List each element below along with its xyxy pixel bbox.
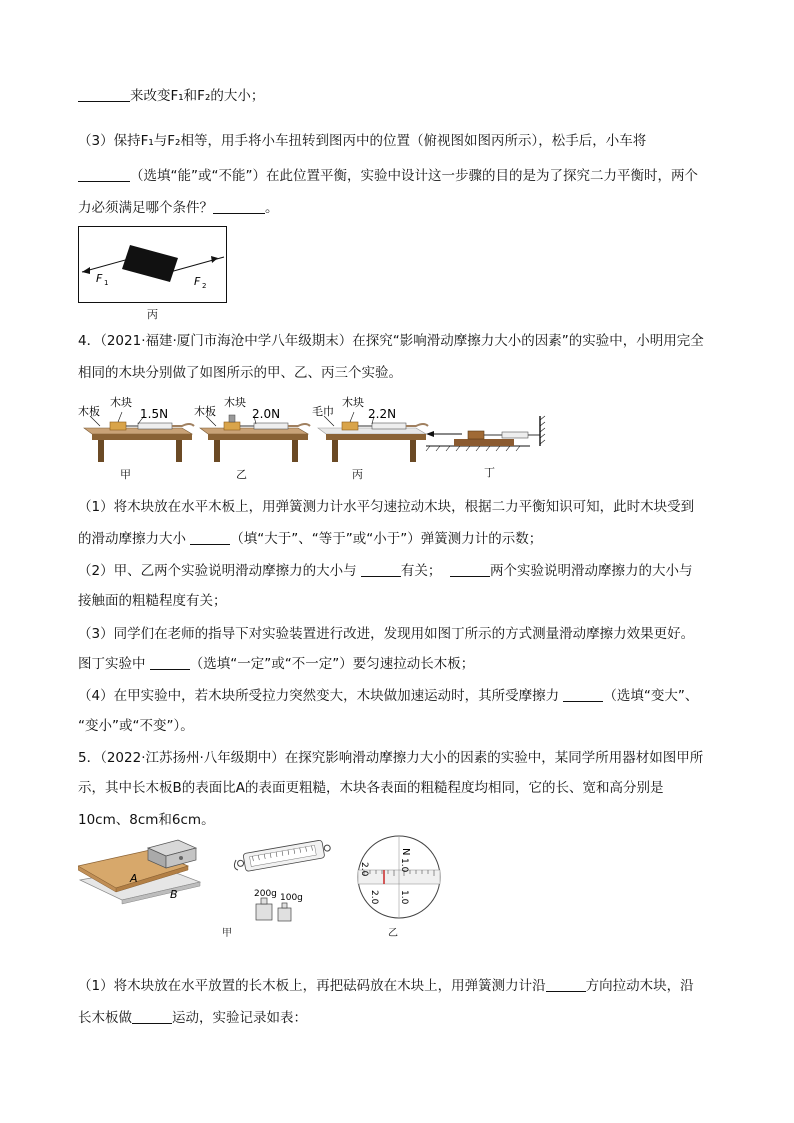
answer-blank[interactable] bbox=[563, 686, 603, 702]
f2-label: F bbox=[194, 275, 201, 288]
figure-caption: 丙 bbox=[147, 308, 158, 321]
figure-caption: 甲 bbox=[120, 468, 131, 481]
svg-text:1: 1 bbox=[104, 279, 109, 287]
board-a-label: A bbox=[130, 872, 138, 885]
force-reading: 2.0N bbox=[252, 407, 281, 421]
unit-label: N bbox=[400, 848, 411, 856]
figure-caption: 乙 bbox=[236, 468, 247, 481]
tick-label: 2.0 bbox=[369, 890, 379, 905]
figure-yi-weight bbox=[194, 394, 312, 464]
board-b-label: B bbox=[170, 888, 178, 901]
block-label: 木块 bbox=[224, 396, 246, 409]
tick-label: 1.0 bbox=[399, 858, 409, 873]
force-reading: 1.5N bbox=[140, 407, 169, 421]
weight-200g-label: 200g bbox=[254, 889, 277, 899]
figure-caption: 丙 bbox=[352, 468, 363, 481]
answer-blank[interactable] bbox=[78, 86, 130, 102]
q4-p3-line2: 图丁实验中 （选填“一定”或“不一定”）要匀速拉动长木板； bbox=[78, 656, 475, 672]
q4-p3-line1: （3）同学们在老师的指导下对实验装置进行改进，发现用如图丁所示的方式测量滑动摩擦力效果更好。 bbox=[78, 626, 695, 642]
svg-text:2: 2 bbox=[202, 282, 207, 290]
q3-part3-line1: （3）保持F₁与F₂相等，用手将小车扭转到图丙中的位置（俯视图如图丙所示），松手后，小车将 bbox=[78, 133, 647, 149]
q4-p1-line1: （1）将木块放在水平木板上，用弹簧测力计水平匀速拉动木块，根据二力平衡知识可知，此时木块受到 bbox=[78, 499, 695, 515]
q4-p4-line1: （4）在甲实验中，若木块所受拉力突然变大，木块做加速运动时，其所受摩擦力 （选填“变大”、 bbox=[78, 688, 699, 704]
q5-header-line3: 10cm、8cm和6cm。 bbox=[78, 812, 215, 828]
q4-header-line1: 4．（2021·福建·厦门市海沧中学八年级期末）在探究“影响滑动摩擦力大小的因素”的实验中，小明用完全 bbox=[78, 333, 704, 349]
answer-blank[interactable] bbox=[132, 1008, 172, 1024]
weight-100g-label: 100g bbox=[280, 893, 303, 903]
q4-header-line2: 相同的木块分别做了如图所示的甲、乙、丙三个实验。 bbox=[78, 365, 402, 381]
answer-blank[interactable] bbox=[150, 654, 190, 670]
figure-jia-apparatus bbox=[78, 836, 346, 928]
answer-blank[interactable] bbox=[78, 166, 130, 182]
surface-label: 木板 bbox=[78, 405, 100, 418]
figure-jia-wood bbox=[78, 394, 196, 464]
q3-line-prev: 来改变F₁和F₂的大小； bbox=[78, 86, 264, 106]
q3-part3-line3: 力必须满足哪个条件？ 。 bbox=[78, 200, 279, 216]
block-label: 木块 bbox=[342, 396, 364, 409]
answer-blank[interactable] bbox=[361, 561, 401, 577]
figure-yi-scale-reading bbox=[356, 834, 442, 920]
block-label: 木块 bbox=[110, 396, 132, 409]
q4-p4-line2: “变小”或“不变”）。 bbox=[78, 718, 194, 734]
q5-p1-line2: 长木板做 运动，实验记录如表： bbox=[78, 1010, 307, 1026]
q3-part3-line2: （选填“能”或“不能”）在此位置平衡，实验中设计这一步骤的目的是为了探究二力平衡时，两个 bbox=[78, 166, 698, 186]
answer-blank[interactable] bbox=[190, 529, 230, 545]
figure-bing-top-view bbox=[78, 226, 228, 304]
force-reading: 2.2N bbox=[368, 407, 397, 421]
figure-caption: 甲 bbox=[222, 928, 232, 939]
q5-header-line1: 5．（2022·江苏扬州·八年级期中）在探究影响滑动摩擦力大小的因素的实验中，某同学所用器材如图甲所 bbox=[78, 750, 704, 766]
q5-p1-line1: （1）将木块放在水平放置的长木板上，再把砝码放在木块上，用弹簧测力计沿 方向拉动木块，沿 bbox=[78, 978, 694, 994]
q4-p1-line2: 的滑动摩擦力大小 （填“大于”、“等于”或“小于”）弹簧测力计的示数； bbox=[78, 531, 543, 547]
f1-label: F bbox=[96, 272, 103, 285]
figure-ding-improved bbox=[424, 414, 548, 456]
answer-blank[interactable] bbox=[450, 561, 490, 577]
q5-header-line2: 示，其中长木板B的表面比A的表面更粗糙，木块各表面的粗糙程度均相同，它的长、宽和高分别是 bbox=[78, 780, 664, 796]
surface-label: 毛巾 bbox=[312, 405, 334, 418]
q4-p2-line1: （2）甲、乙两个实验说明滑动摩擦力的大小与 有关； 两个实验说明滑动摩擦力的大小与 bbox=[78, 563, 693, 579]
tick-label: 1.0 bbox=[399, 890, 409, 905]
answer-blank[interactable] bbox=[546, 976, 586, 992]
tick-label: 2.0 bbox=[359, 862, 369, 877]
surface-label: 木板 bbox=[194, 405, 216, 418]
figure-caption: 乙 bbox=[388, 928, 398, 939]
figure-caption: 丁 bbox=[484, 466, 495, 479]
answer-blank[interactable] bbox=[213, 198, 265, 214]
figure-bing-towel bbox=[312, 394, 430, 464]
q4-p2-line2: 接触面的粗糙程度有关； bbox=[78, 593, 227, 609]
